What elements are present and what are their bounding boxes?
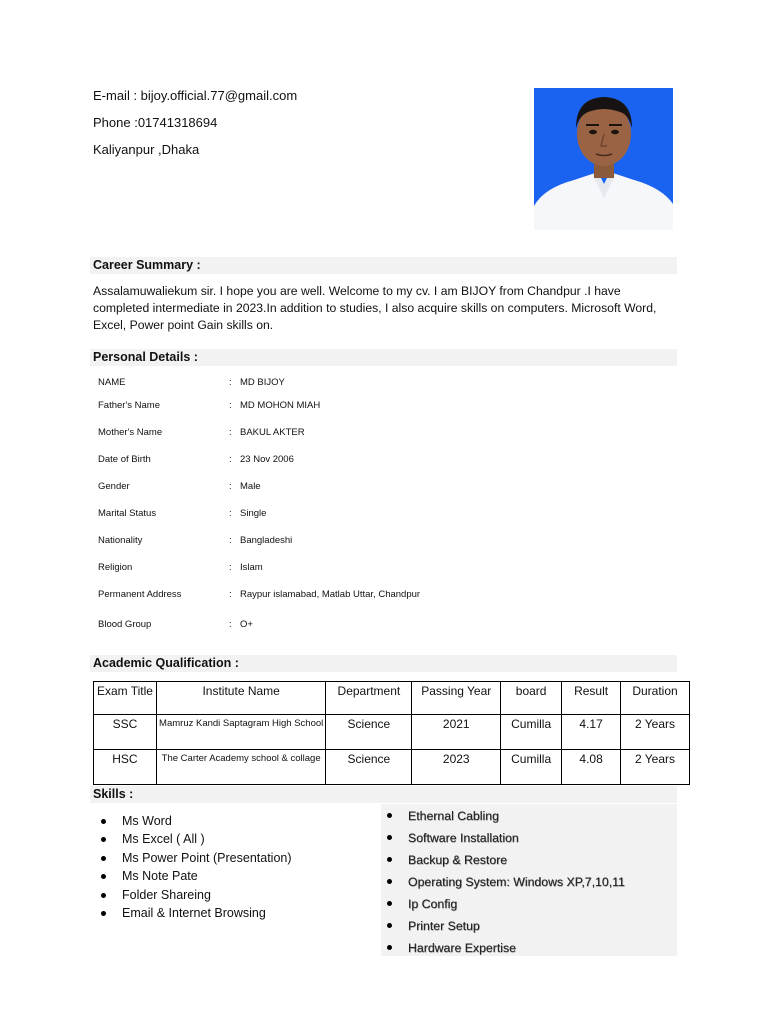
portrait-image bbox=[534, 88, 673, 230]
list-item: Hardware Expertise bbox=[382, 937, 625, 959]
table-cell: The Carter Academy school & collage bbox=[156, 750, 326, 785]
list-item: Ms Power Point (Presentation) bbox=[96, 849, 292, 867]
career-summary-text: Assalamuwaliekum sir. I hope you are well. Welcome to my cv. I am BIJOY from Chandpur .I have completed intermediate in 2023.In addition to studies, I also acquire skills on computers. Microsoft Word, Excel, Power point Gain skills on. bbox=[93, 284, 657, 332]
table-cell: Science bbox=[326, 750, 412, 785]
table-cell: 4.17 bbox=[562, 715, 621, 750]
academic-table bbox=[93, 681, 690, 785]
column-header: Institute Name bbox=[156, 682, 326, 715]
detail-colon: : bbox=[229, 377, 232, 388]
detail-label: Blood Group bbox=[98, 619, 152, 630]
table-cell: 2021 bbox=[412, 715, 501, 750]
list-item: Operating System: Windows XP,7,10,11 bbox=[382, 871, 625, 893]
detail-value: O+ bbox=[240, 619, 253, 630]
list-item: Ms Excel ( All ) bbox=[96, 830, 292, 848]
column-header: Duration bbox=[621, 682, 690, 715]
detail-value: 23 Nov 2006 bbox=[240, 454, 294, 465]
table-cell: 2 Years bbox=[621, 715, 690, 750]
list-item: Software Installation bbox=[382, 827, 625, 849]
list-item: Ms Word bbox=[96, 812, 292, 830]
detail-colon: : bbox=[229, 562, 232, 573]
profile-photo bbox=[534, 88, 673, 230]
table-cell: Cumilla bbox=[501, 750, 562, 785]
academic-heading: Academic Qualification : bbox=[90, 655, 677, 672]
table-cell: 2023 bbox=[412, 750, 501, 785]
column-header: Department bbox=[326, 682, 412, 715]
detail-colon: : bbox=[229, 535, 232, 546]
detail-colon: : bbox=[229, 589, 232, 600]
skills-list-left bbox=[96, 812, 292, 922]
detail-label: Date of Birth bbox=[98, 454, 151, 465]
list-item: Email & Internet Browsing bbox=[96, 904, 292, 922]
detail-value: Single bbox=[240, 508, 267, 519]
detail-value: Raypur islamabad, Matlab Uttar, Chandpur bbox=[240, 589, 421, 600]
list-item: Ms Note Pate bbox=[96, 867, 292, 885]
detail-value: BAKUL AKTER bbox=[240, 427, 305, 438]
detail-value: Male bbox=[240, 481, 261, 492]
column-header: Result bbox=[562, 682, 621, 715]
detail-label: Religion bbox=[98, 562, 133, 573]
detail-value: MD MOHON MIAH bbox=[240, 400, 321, 411]
table-cell: Mamruz Kandi Saptagram High School bbox=[156, 715, 326, 750]
table-cell: HSC bbox=[94, 750, 157, 785]
detail-colon: : bbox=[229, 508, 232, 519]
detail-colon: : bbox=[229, 619, 232, 630]
detail-colon: : bbox=[229, 481, 232, 492]
detail-label: Nationality bbox=[98, 535, 143, 546]
personal-details-heading: Personal Details : bbox=[90, 349, 677, 366]
table-header-row bbox=[94, 682, 690, 715]
list-item: Folder Shareing bbox=[96, 886, 292, 904]
column-header: board bbox=[501, 682, 562, 715]
list-item: Ip Config bbox=[382, 893, 625, 915]
detail-colon: : bbox=[229, 400, 232, 411]
list-item: Ethernal Cabling bbox=[382, 805, 625, 827]
detail-label: Marital Status bbox=[98, 508, 157, 519]
address: Kaliyanpur ,Dhaka bbox=[93, 142, 200, 157]
table-cell: Cumilla bbox=[501, 715, 562, 750]
table-row bbox=[94, 750, 690, 785]
detail-colon: : bbox=[229, 427, 232, 438]
detail-label: NAME bbox=[98, 377, 126, 388]
detail-label: Father's Name bbox=[98, 400, 161, 411]
detail-label: Mother's Name bbox=[98, 427, 163, 438]
phone: Phone :01741318694 bbox=[93, 115, 218, 130]
table-cell: Science bbox=[326, 715, 412, 750]
detail-label: Gender bbox=[98, 481, 130, 492]
list-item: Printer Setup bbox=[382, 915, 625, 937]
detail-value: MD BIJOY bbox=[240, 377, 285, 388]
table-row bbox=[94, 715, 690, 750]
table-cell: 4.08 bbox=[562, 750, 621, 785]
table-cell: SSC bbox=[94, 715, 157, 750]
table-cell: 2 Years bbox=[621, 750, 690, 785]
column-header: Passing Year bbox=[412, 682, 501, 715]
email: E-mail : bijoy.official.77@gmail.com bbox=[93, 88, 298, 103]
detail-colon: : bbox=[229, 454, 232, 465]
list-item: Backup & Restore bbox=[382, 849, 625, 871]
detail-value: Islam bbox=[240, 562, 263, 573]
detail-label: Permanent Address bbox=[98, 589, 182, 600]
column-header: Exam Title bbox=[94, 682, 157, 715]
detail-value: Bangladeshi bbox=[240, 535, 293, 546]
career-summary-heading: Career Summary : bbox=[90, 257, 677, 274]
skills-list-right bbox=[382, 805, 625, 959]
skills-heading: Skills : bbox=[90, 786, 677, 803]
